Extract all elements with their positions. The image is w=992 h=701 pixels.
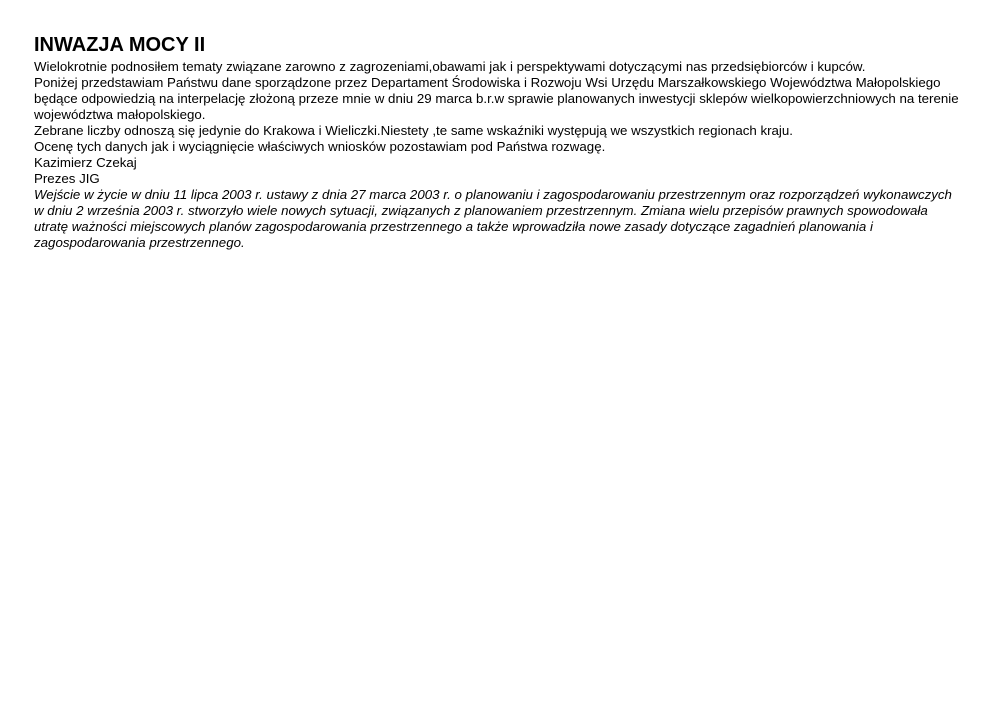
signature-name: Kazimierz Czekaj xyxy=(34,155,137,170)
paragraph-intro: Wielokrotnie podnosiłem tematy związane zarowno z zagrozeniami,obawami jak i perspektywami dotyczącymi nas przedsiębiorców i kupców. xyxy=(34,59,866,74)
signature-role: Prezes JIG xyxy=(34,171,100,186)
document-page xyxy=(34,34,964,251)
paragraph-data-source: Poniżej przedstawiam Państwu dane sporządzone przez Departament Środowiska i Rozwoju Wsi Urzędu Marszałkowskiego Województwa Małopolskiego będące odpowiedzią na interpelację złożoną przeze mnie w dniu 29 marca b.r.w sprawie planowanych inwestycji sklepów wielkopowierzchniowych na terenie województwa małopolskiego. xyxy=(34,75,959,122)
paragraph-scope: Zebrane liczby odnoszą się jedynie do Krakowa i Wieliczki.Niestety ,te same wskaźniki występują we wszystkich regionach kraju. xyxy=(34,123,793,138)
italic-paragraph: Wejście w życie w dniu 11 lipca 2003 r. ustawy z dnia 27 marca 2003 r. o planowaniu i zagospodarowaniu przestrzennym oraz rozporządzeń wykonawczych w dniu 2 września 2003 r. stworzyło wiele nowych sytuacji, związanych z planowaniem przestrzennym. Zmiana wielu przepisów prawnych spowodowała utratę ważności miejscowych planów zagospodarowania przestrzennego a także wprowadziła nowe zasady dotyczące zagadnień planowania i zagospodarowania przestrzennego. xyxy=(34,187,952,250)
paragraph-conclusion: Ocenę tych danych jak i wyciągnięcie właściwych wniosków pozostawiam pod Państwa rozwagę. xyxy=(34,139,606,154)
document-title: INWAZJA MOCY II xyxy=(34,34,206,56)
